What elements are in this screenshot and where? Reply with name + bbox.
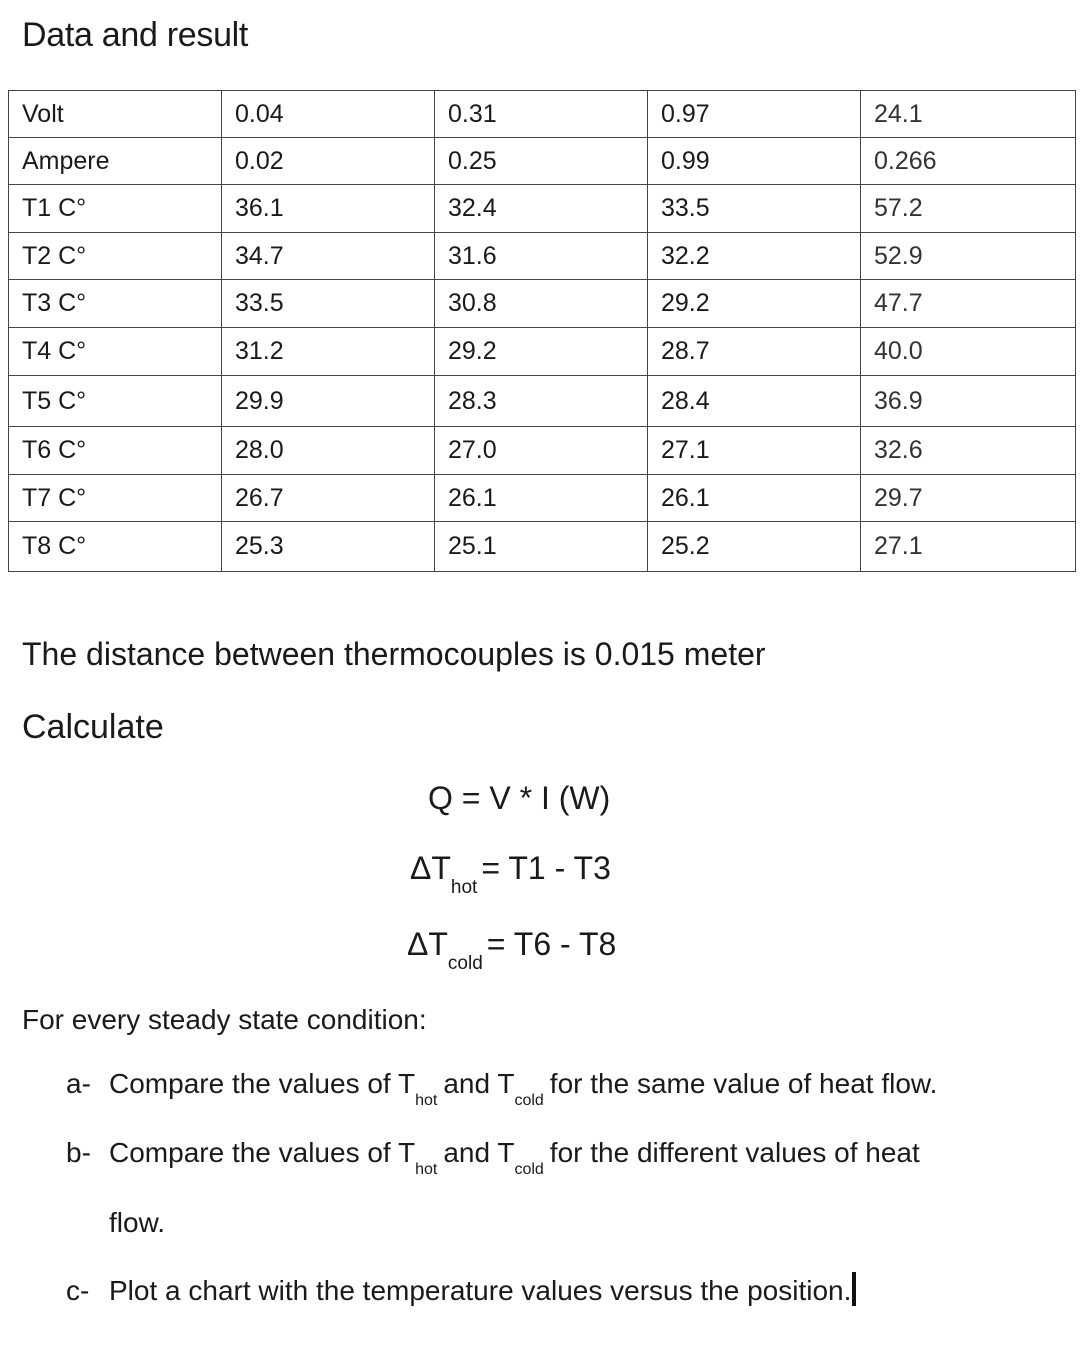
table-cell: 28.4 (648, 376, 861, 427)
table-row (9, 280, 1076, 328)
table-cell: 40.0 (861, 328, 1076, 376)
row-label: T8 C° (9, 522, 222, 572)
row-label: T4 C° (9, 328, 222, 376)
question-b: b- Compare the values of $T_{hot}and$ $T_{cold}for$ the different values of heat (66, 1137, 920, 1178)
table-cell: 36.1 (222, 185, 435, 233)
table-cell: 26.1 (648, 475, 861, 522)
table-cell: 29.2 (435, 328, 648, 376)
table-row (9, 522, 1076, 572)
table-row (9, 185, 1076, 233)
table-cell: 0.99 (648, 138, 861, 185)
table-cell: 27.0 (435, 427, 648, 475)
table-cell: 28.7 (648, 328, 861, 376)
table-cell: 29.7 (861, 475, 1076, 522)
table-cell: 52.9 (861, 233, 1076, 280)
table-cell: 0.266 (861, 138, 1076, 185)
table-cell: 25.3 (222, 522, 435, 572)
table-cell: 26.1 (435, 475, 648, 522)
table-cell: 25.2 (648, 522, 861, 572)
table-cell: 0.97 (648, 91, 861, 138)
table-cell: 47.7 (861, 280, 1076, 328)
table-cell: 30.8 (435, 280, 648, 328)
table-cell: 0.04 (222, 91, 435, 138)
delta-t-hot-formula: $\Delta T_{hot}= T1 - T3$ (410, 850, 611, 898)
table-row (9, 427, 1076, 475)
table-row (9, 328, 1076, 376)
table-cell: 32.2 (648, 233, 861, 280)
table-cell: 24.1 (861, 91, 1076, 138)
table-row (9, 233, 1076, 280)
table-cell: 33.5 (222, 280, 435, 328)
table-cell: 34.7 (222, 233, 435, 280)
table-cell: 57.2 (861, 185, 1076, 233)
row-label: Ampere (9, 138, 222, 185)
delta-t-cold-formula: $\Delta T_{cold}= T6 - T8$ (407, 926, 617, 974)
heat-formula: Q = V * I (W) (428, 780, 611, 816)
table-cell: 27.1 (648, 427, 861, 475)
table-cell: 0.25 (435, 138, 648, 185)
table-cell: 28.0 (222, 427, 435, 475)
table-cell: 33.5 (648, 185, 861, 233)
text-cursor (852, 1272, 856, 1306)
table-cell: 36.9 (861, 376, 1076, 427)
table-row (9, 138, 1076, 185)
distance-note: The distance between thermocouples is 0.015 meter (22, 636, 766, 672)
question-b-continuation: flow. (109, 1207, 166, 1238)
questions-intro: For every steady state condition: (22, 1004, 427, 1035)
table-cell: 28.3 (435, 376, 648, 427)
row-label: T3 C° (9, 280, 222, 328)
row-label: T5 C° (9, 376, 222, 427)
row-label: T6 C° (9, 427, 222, 475)
data-table (8, 90, 1076, 572)
table-cell: 0.31 (435, 91, 648, 138)
row-label: T1 C° (9, 185, 222, 233)
table-cell: 29.9 (222, 376, 435, 427)
table-row (9, 475, 1076, 522)
table-cell: 31.6 (435, 233, 648, 280)
table-cell: 31.2 (222, 328, 435, 376)
row-label: T7 C° (9, 475, 222, 522)
table-cell: 32.6 (861, 427, 1076, 475)
table-cell: 26.7 (222, 475, 435, 522)
question-c[interactable]: c- Plot a chart with the temperature values versus the position. (66, 1272, 856, 1307)
table-cell: 25.1 (435, 522, 648, 572)
row-label: T2 C° (9, 233, 222, 280)
page-title: Data and result (22, 16, 249, 54)
question-a: a- Compare the values of $T_{hot}and$ $T_{cold}for$ the same value of heat flow. (66, 1068, 938, 1109)
table-cell: 32.4 (435, 185, 648, 233)
table-cell: 29.2 (648, 280, 861, 328)
table-cell: 27.1 (861, 522, 1076, 572)
table-cell: 0.02 (222, 138, 435, 185)
table-row (9, 376, 1076, 427)
calculate-heading: Calculate (22, 708, 164, 746)
row-label: Volt (9, 91, 222, 138)
table-row (9, 91, 1076, 138)
